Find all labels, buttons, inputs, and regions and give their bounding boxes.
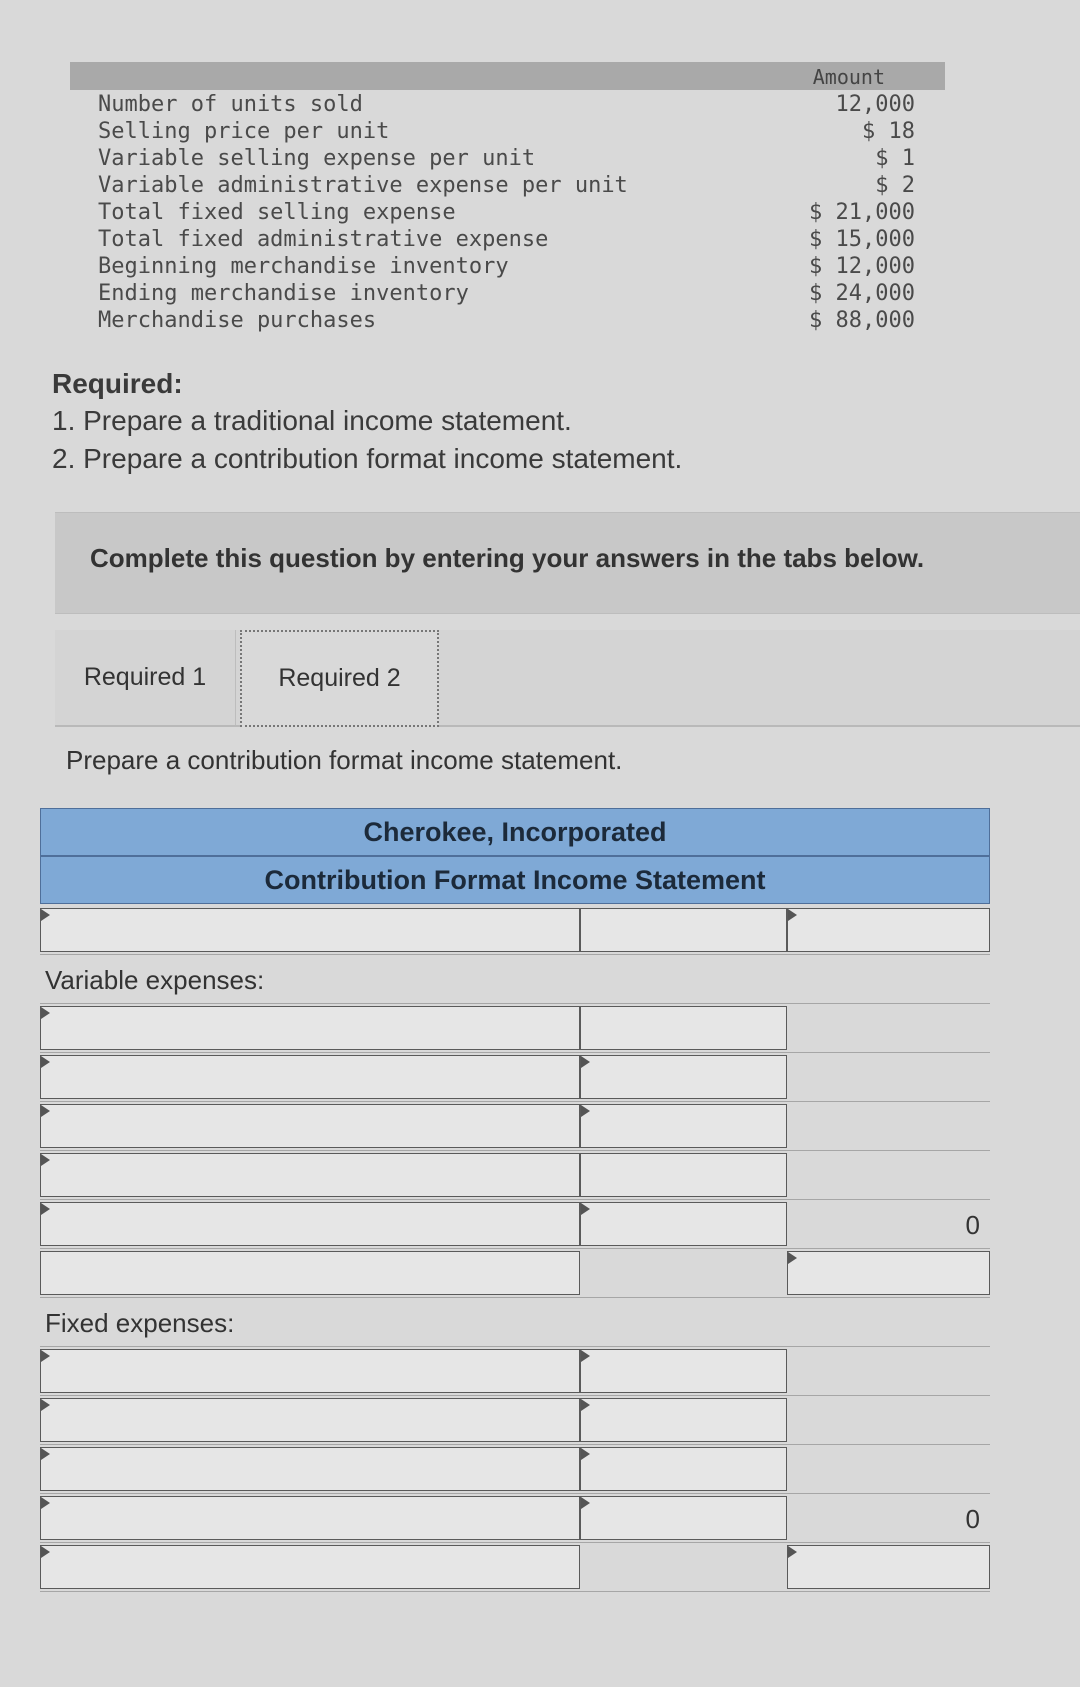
statement-row bbox=[40, 955, 990, 1004]
section-label-cell bbox=[40, 1300, 580, 1344]
line-item-select[interactable] bbox=[40, 1006, 580, 1050]
statement-row bbox=[40, 1102, 990, 1151]
given-data-value: $ 2 bbox=[875, 173, 915, 198]
dropdown-arrow-icon bbox=[41, 1448, 50, 1460]
dropdown-arrow-icon bbox=[41, 1056, 50, 1068]
given-data-label: Beginning merchandise inventory bbox=[98, 254, 509, 279]
statement-row bbox=[40, 1053, 990, 1102]
line-item-select[interactable] bbox=[40, 1545, 580, 1589]
amount-input[interactable] bbox=[580, 1055, 787, 1099]
given-data-label: Total fixed administrative expense bbox=[98, 227, 549, 252]
line-item-select[interactable] bbox=[40, 1055, 580, 1099]
given-data-label: Merchandise purchases bbox=[98, 308, 377, 333]
statement-row bbox=[40, 1396, 990, 1445]
statement-title: Contribution Format Income Statement bbox=[40, 856, 990, 904]
amount-input[interactable] bbox=[787, 1545, 990, 1589]
instruction-banner bbox=[55, 512, 1080, 614]
dropdown-arrow-icon bbox=[581, 1497, 590, 1509]
tab-required-2[interactable]: Required 2 bbox=[240, 630, 439, 727]
amount-input[interactable] bbox=[580, 1496, 787, 1540]
amount-input[interactable] bbox=[580, 1398, 787, 1442]
amount-input[interactable] bbox=[580, 1104, 787, 1148]
dropdown-arrow-icon bbox=[41, 1350, 50, 1362]
line-item-select[interactable] bbox=[40, 1398, 580, 1442]
given-data-value: $ 88,000 bbox=[809, 308, 915, 333]
dropdown-arrow-icon bbox=[581, 1448, 590, 1460]
variable-expenses-label: Variable expenses: bbox=[45, 965, 265, 995]
given-data-row bbox=[70, 119, 945, 146]
amount-column-header: Amount bbox=[812, 65, 885, 89]
given-data-table bbox=[70, 62, 945, 342]
given-data-header bbox=[70, 62, 945, 90]
dropdown-arrow-icon bbox=[41, 1007, 50, 1019]
dropdown-arrow-icon bbox=[581, 1350, 590, 1362]
fixed-total-value: 0 bbox=[965, 1504, 980, 1534]
tab-required-1[interactable]: Required 1 bbox=[55, 630, 236, 725]
variable-total-value: 0 bbox=[965, 1210, 980, 1240]
section-label-cell bbox=[40, 957, 580, 1001]
dropdown-arrow-icon bbox=[581, 1105, 590, 1117]
dropdown-arrow-icon bbox=[41, 909, 50, 921]
fixed-total-cell bbox=[787, 1496, 990, 1540]
given-data-row bbox=[70, 227, 945, 254]
given-data-row bbox=[70, 308, 945, 335]
amount-input[interactable] bbox=[787, 908, 990, 952]
amount-input[interactable] bbox=[580, 1202, 787, 1246]
dropdown-arrow-icon bbox=[788, 1252, 797, 1264]
given-data-label: Variable administrative expense per unit bbox=[98, 173, 628, 198]
line-item-select[interactable] bbox=[40, 1447, 580, 1491]
given-data-row bbox=[70, 254, 945, 281]
amount-input[interactable] bbox=[580, 1006, 787, 1050]
dropdown-arrow-icon bbox=[581, 1399, 590, 1411]
given-data-label: Selling price per unit bbox=[98, 119, 390, 144]
statement-row bbox=[40, 1347, 990, 1396]
amount-input[interactable] bbox=[580, 1349, 787, 1393]
given-data-value: $ 18 bbox=[862, 119, 915, 144]
dropdown-arrow-icon bbox=[581, 1203, 590, 1215]
dropdown-arrow-icon bbox=[41, 1105, 50, 1117]
line-item-select[interactable] bbox=[40, 1153, 580, 1197]
dropdown-arrow-icon bbox=[41, 1399, 50, 1411]
instruction-text: Complete this question by entering your answers in the tabs below. bbox=[90, 543, 925, 573]
statement-row bbox=[40, 1004, 990, 1053]
line-item-select[interactable] bbox=[40, 1202, 580, 1246]
given-data-value: $ 15,000 bbox=[809, 227, 915, 252]
amount-input[interactable] bbox=[580, 908, 787, 952]
statement-row bbox=[40, 1445, 990, 1494]
statement-row bbox=[40, 1200, 990, 1249]
line-item-select[interactable] bbox=[40, 1496, 580, 1540]
variable-total-cell bbox=[787, 1202, 990, 1246]
given-data-value: $ 21,000 bbox=[809, 200, 915, 225]
required-item: 2. Prepare a contribution format income statement. bbox=[52, 443, 683, 474]
line-item-select[interactable] bbox=[40, 1349, 580, 1393]
given-data-row bbox=[70, 281, 945, 308]
tab-prompt: Prepare a contribution format income statement. bbox=[66, 745, 623, 775]
dropdown-arrow-icon bbox=[41, 1497, 50, 1509]
line-item-select[interactable] bbox=[40, 1104, 580, 1148]
given-data-value: $ 1 bbox=[875, 146, 915, 171]
statement-row bbox=[40, 1494, 990, 1543]
line-item-select[interactable] bbox=[40, 908, 580, 952]
given-data-row bbox=[70, 200, 945, 227]
required-item: 1. Prepare a traditional income statement. bbox=[52, 405, 572, 436]
dropdown-arrow-icon bbox=[41, 1546, 50, 1558]
statement-row bbox=[40, 906, 990, 955]
dropdown-arrow-icon bbox=[41, 1203, 50, 1215]
statement-row bbox=[40, 1151, 990, 1200]
given-data-value: 12,000 bbox=[835, 92, 915, 117]
required-title: Required: bbox=[52, 368, 183, 399]
required-section bbox=[52, 368, 682, 480]
statement-row bbox=[40, 1543, 990, 1592]
dropdown-arrow-icon bbox=[788, 909, 797, 921]
line-item-select[interactable] bbox=[40, 1251, 580, 1295]
tab-bar bbox=[55, 630, 1080, 727]
given-data-value: $ 24,000 bbox=[809, 281, 915, 306]
amount-input[interactable] bbox=[787, 1251, 990, 1295]
statement-row bbox=[40, 1298, 990, 1347]
given-data-value: $ 12,000 bbox=[809, 254, 915, 279]
given-data-row bbox=[70, 146, 945, 173]
given-data-row bbox=[70, 173, 945, 200]
given-data-label: Ending merchandise inventory bbox=[98, 281, 469, 306]
statement-row bbox=[40, 1249, 990, 1298]
amount-input[interactable] bbox=[580, 1447, 787, 1491]
given-data-row bbox=[70, 92, 945, 119]
dropdown-arrow-icon bbox=[788, 1546, 797, 1558]
dropdown-arrow-icon bbox=[581, 1056, 590, 1068]
fixed-expenses-label: Fixed expenses: bbox=[45, 1308, 235, 1338]
given-data-label: Variable selling expense per unit bbox=[98, 146, 536, 171]
dropdown-arrow-icon bbox=[41, 1154, 50, 1166]
given-data-label: Total fixed selling expense bbox=[98, 200, 456, 225]
given-data-label: Number of units sold bbox=[98, 92, 363, 117]
amount-input[interactable] bbox=[580, 1153, 787, 1197]
company-name: Cherokee, Incorporated bbox=[40, 808, 990, 856]
